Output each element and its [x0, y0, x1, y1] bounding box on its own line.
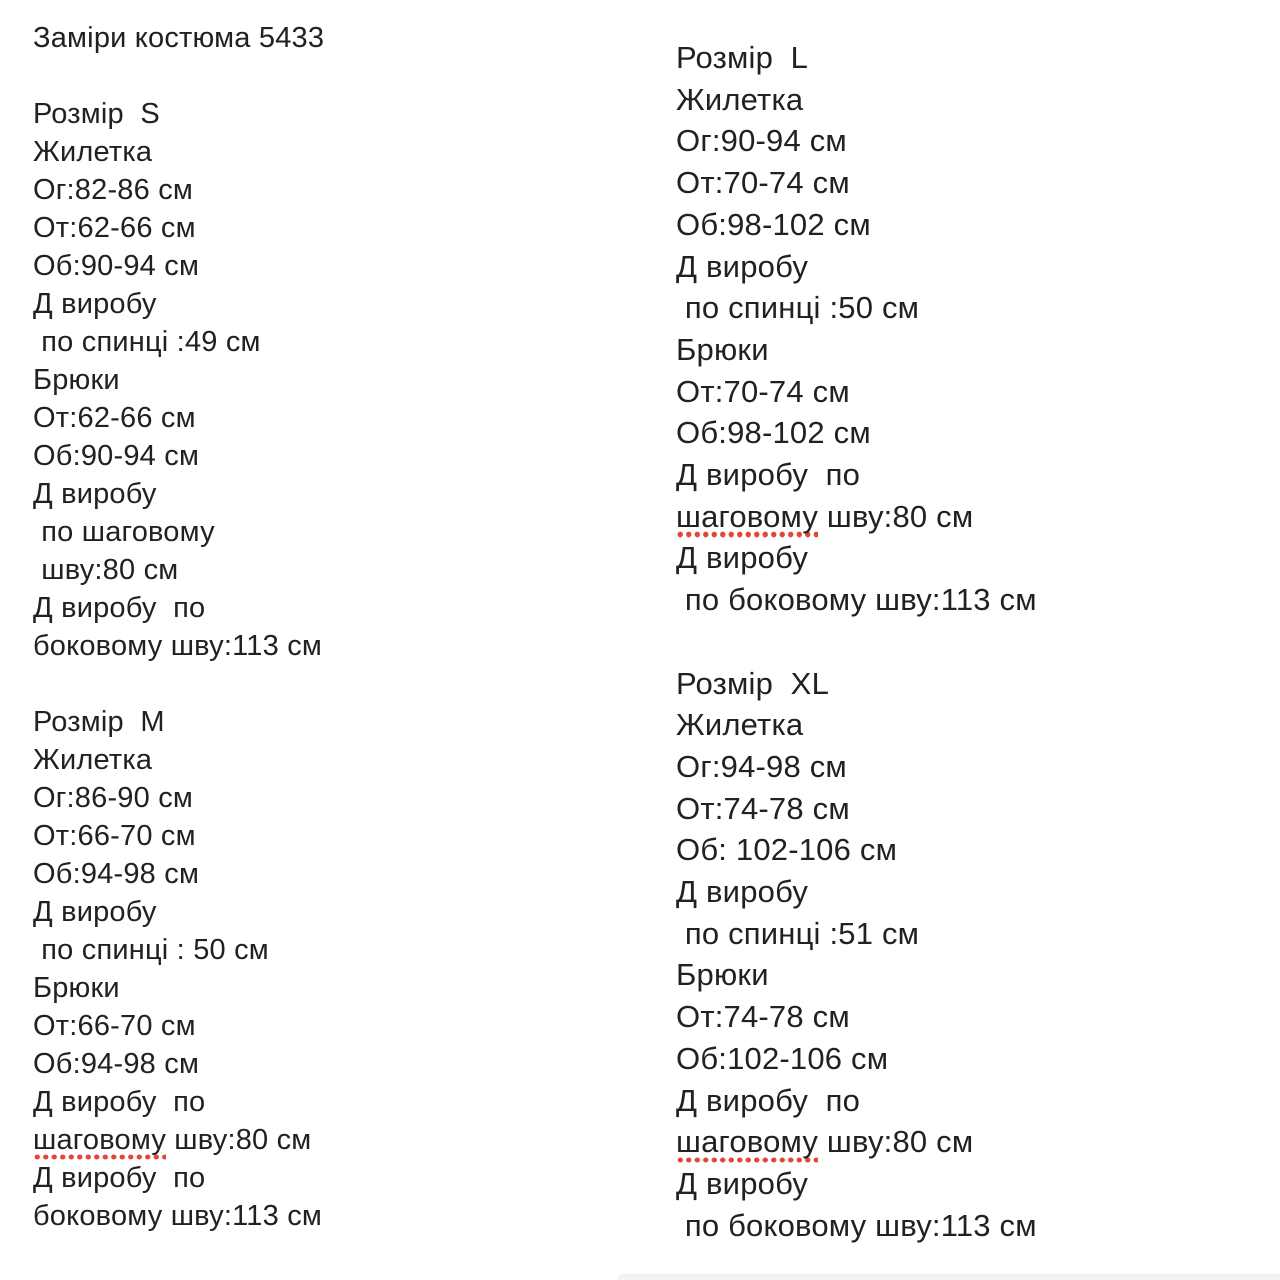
text-line: [676, 1163, 1276, 1205]
text-line: [33, 1121, 633, 1159]
column-left: [33, 19, 633, 1235]
text-segment: От:70-74 см: [676, 165, 850, 201]
text-segment: Д виробу: [676, 874, 809, 910]
text-segment: От:74-78 см: [676, 999, 850, 1035]
text-line: [33, 855, 633, 893]
text-segment: Ог:90-94 см: [676, 123, 847, 159]
text-segment: Об:94-98 см: [33, 858, 200, 890]
text-segment: Ог:82-86 см: [33, 174, 194, 206]
text-segment: Д виробу: [33, 288, 157, 320]
text-line: [33, 817, 633, 855]
text-segment: От:74-78 см: [676, 790, 850, 826]
text-line: [676, 746, 1276, 788]
text-segment: по боковому шву:113 см: [676, 582, 1037, 618]
text-segment: От:62-66 см: [33, 212, 196, 244]
text-segment: по спинці :49 см: [33, 326, 261, 358]
text-line: [676, 1205, 1276, 1247]
text-line: [676, 371, 1276, 413]
text-segment: Д виробу по: [676, 457, 861, 493]
text-segment: Д виробу: [33, 478, 157, 510]
text-segment: От:66-70 см: [33, 1010, 196, 1042]
text-line: [33, 893, 633, 931]
text-segment: Д виробу: [33, 896, 157, 928]
text-segment: Жилетка: [676, 707, 804, 743]
size-xl-block: [676, 663, 1276, 1247]
text-line: [676, 496, 1276, 538]
text-line: [33, 1083, 633, 1121]
text-segment: Брюки: [676, 957, 769, 993]
text-segment: Об:98-102 см: [676, 206, 871, 242]
size-l-block: [676, 37, 1276, 663]
text-segment: по спинці :50 см: [676, 290, 920, 326]
text-segment: Об:98-102 см: [676, 415, 871, 451]
text-line: [33, 741, 633, 779]
misspelled-word: шаговому: [33, 1124, 166, 1160]
text-segment: по спинці :51 см: [676, 915, 920, 951]
bottom-card-edge: [617, 1274, 1280, 1280]
text-line: [676, 246, 1276, 288]
text-line: [33, 1045, 633, 1083]
text-line: [676, 454, 1276, 496]
text-segment: Д виробу: [676, 1165, 809, 1201]
text-segment: по боковому шву:113 см: [676, 1207, 1037, 1243]
text-line: [676, 829, 1276, 871]
text-line: [33, 475, 633, 513]
text-segment: От:66-70 см: [33, 820, 196, 852]
text-segment: От:62-66 см: [33, 402, 196, 434]
text-segment: Д виробу по: [33, 592, 206, 624]
text-line: [676, 1080, 1276, 1122]
text-line: [33, 969, 633, 1007]
text-line: [33, 323, 633, 361]
text-segment: Брюки: [676, 331, 769, 367]
text-line: [33, 95, 633, 133]
text-segment: От:70-74 см: [676, 373, 850, 409]
text-line: [676, 120, 1276, 162]
text-line: [676, 287, 1276, 329]
text-segment: Д виробу: [676, 540, 809, 576]
misspelled-word: шаговому: [676, 1124, 818, 1163]
text-line: [676, 329, 1276, 371]
text-line: [33, 589, 633, 627]
text-line: [33, 399, 633, 437]
text-line: [33, 247, 633, 285]
text-line: [676, 663, 1276, 705]
text-line: [33, 931, 633, 969]
text-line: [33, 361, 633, 399]
text-segment: Розмір L: [676, 40, 809, 75]
text-segment: по спинці : 50 см: [33, 934, 269, 966]
text-segment: Розмір М: [33, 706, 165, 738]
text-segment: Брюки: [33, 972, 120, 1004]
text-segment: шву:80 см: [33, 554, 179, 586]
text-line: [33, 133, 633, 171]
text-line: [676, 204, 1276, 246]
blank-line: [33, 57, 633, 95]
text-segment: Ог:86-90 см: [33, 782, 194, 814]
page-title: [33, 19, 633, 57]
text-line: [33, 285, 633, 323]
text-line: [33, 437, 633, 475]
text-segment: Об:94-98 см: [33, 1048, 200, 1080]
blank-line: [676, 621, 1276, 663]
text-line: [33, 513, 633, 551]
text-segment: боковому шву:113 см: [33, 1200, 323, 1232]
text-line: [676, 788, 1276, 830]
text-segment: Заміри костюма 5433: [33, 22, 325, 54]
text-segment: Д виробу по: [676, 1082, 861, 1118]
text-line: [676, 162, 1276, 204]
text-segment: шву:80 см: [818, 1124, 974, 1160]
text-segment: по шаговому: [33, 516, 215, 548]
size-s-block: [33, 95, 633, 703]
text-line: [33, 1197, 633, 1235]
text-segment: Об:90-94 см: [33, 440, 200, 472]
text-segment: боковому шву:113 см: [33, 630, 323, 662]
text-line: [33, 779, 633, 817]
text-line: [676, 996, 1276, 1038]
text-line: [676, 704, 1276, 746]
text-segment: Жилетка: [676, 81, 804, 117]
text-segment: Жилетка: [33, 744, 153, 776]
text-line: [676, 412, 1276, 454]
text-line: [33, 1007, 633, 1045]
text-line: [676, 537, 1276, 579]
blank-line: [33, 665, 633, 703]
text-segment: Розмір S: [33, 98, 160, 130]
text-segment: Об:102-106 см: [676, 1040, 889, 1076]
text-line: [33, 627, 633, 665]
text-line: [676, 37, 1276, 79]
text-line: [676, 579, 1276, 621]
text-segment: Об:90-94 см: [33, 250, 200, 282]
text-line: [676, 1038, 1276, 1080]
text-segment: Ог:94-98 см: [676, 748, 847, 784]
text-segment: Брюки: [33, 364, 120, 396]
text-segment: Розмір XL: [676, 665, 830, 701]
text-segment: Об: 102-106 см: [676, 832, 898, 868]
text-segment: Д виробу: [676, 248, 809, 284]
text-segment: Жилетка: [33, 136, 153, 168]
text-segment: Д виробу по: [33, 1162, 206, 1194]
text-line: [33, 1159, 633, 1197]
text-line: [676, 871, 1276, 913]
text-line: [33, 171, 633, 209]
size-m-block: [33, 703, 633, 1235]
text-line: [33, 209, 633, 247]
text-line: [33, 551, 633, 589]
misspelled-word: шаговому: [676, 499, 818, 538]
column-right: [676, 37, 1276, 1246]
title-block: [33, 19, 633, 95]
text-line: [676, 79, 1276, 121]
text-line: [33, 703, 633, 741]
text-segment: шву:80 см: [166, 1124, 312, 1156]
text-segment: Д виробу по: [33, 1086, 206, 1118]
text-line: [676, 954, 1276, 996]
text-line: [676, 1121, 1276, 1163]
text-line: [676, 913, 1276, 955]
text-segment: шву:80 см: [818, 498, 974, 534]
